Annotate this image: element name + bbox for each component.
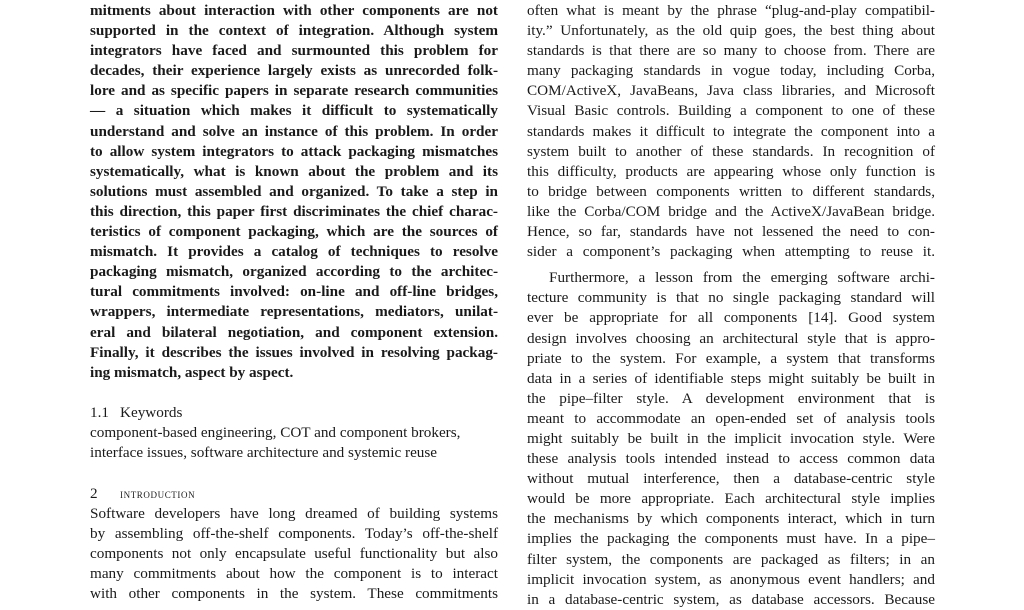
body-line: would be more appropriate. Each architectural style implies (527, 490, 935, 508)
introduction-block (90, 504, 498, 604)
section-title: introduction (120, 485, 196, 501)
keywords-line: component-based engineering, COT and component brokers, (90, 423, 461, 441)
body-line: implies the packaging the components must have. In a pipe– (527, 530, 935, 548)
abstract-line: lore and as specific papers in separate research communities (90, 82, 498, 100)
intro-line: Software developers have long dreamed of building systems (90, 504, 498, 522)
body-line: like the Corba/COM bridge and the ActiveX/JavaBean bridge. (527, 202, 935, 220)
abstract-line: — a situation which makes it difficult to systematically (90, 102, 498, 120)
abstract-line: solutions must assembled and organized. To take a step in (90, 182, 498, 200)
intro-line: components not only encapsulate useful functionality but also (90, 545, 498, 563)
abstract-line-last: ing mismatch, aspect by aspect. (90, 363, 294, 381)
abstract-line: Finally, it describes the issues involved in resolving packag- (90, 343, 498, 361)
abstract-line: wrappers, intermediate representations, mediators, unilat- (90, 303, 498, 321)
abstract-line: packaging mismatch, organized according to the architec- (90, 263, 498, 281)
body-line: the mechanisms by which components interact, which in turn (527, 510, 935, 528)
body-line: Furthermore, a lesson from the emerging software archi- (549, 269, 935, 287)
body-line: to bridge between components written to different standards, (527, 182, 935, 200)
body-line: many packaging standards in vogue today, including Corba, (527, 62, 935, 80)
body-line: standards is that there are so many to choose from. There are (527, 42, 935, 60)
abstract-block (90, 1, 498, 383)
abstract-line: decades, their experience largely exists as unrecorded folk- (90, 62, 498, 80)
keywords-line: interface issues, software architecture and systemic reuse (90, 443, 438, 461)
body-line: data in a series of identifiable steps might suitably be built in (527, 369, 935, 387)
abstract-line: to allow system integrators to attack packaging mismatches (90, 142, 498, 160)
abstract-line: mismatch. It provides a catalog of techniques to resolve (90, 243, 498, 261)
intro-line: by assembling off-the-shelf components. Today’s off-the-shelf (90, 525, 498, 543)
body-line: meant to accommodate an open-ended set of analysis tools (527, 409, 935, 427)
paragraph-packaging-standards (527, 1, 935, 262)
intro-line: many commitments about how the component is to interact (90, 565, 498, 583)
body-line: sider a component’s packaging when attempting to reuse it. (527, 243, 935, 261)
paragraph-architectural-style (527, 268, 935, 610)
abstract-line: systematically, what is known about the problem and its (90, 162, 498, 180)
body-line: the pipe–filter style. A development environment that is (527, 389, 935, 407)
body-line: COM/ActiveX, JavaBeans, Java class libraries, and Microsoft (527, 82, 935, 100)
body-line: implicit invocation system, as anonymous event handlers; and (527, 570, 935, 588)
keywords-block (90, 423, 498, 463)
keywords-heading (90, 403, 498, 423)
abstract-line: tural commitments involved: on-line and off-line bridges, (90, 283, 498, 301)
body-line: Visual Basic controls. Building a component to one of these (527, 102, 935, 120)
body-line: without mutual interference, then a database-centric style (527, 470, 935, 488)
body-line: often what is meant by the phrase “plug-and-play compatibil- (527, 2, 935, 19)
intro-line: with other components in the system. These commitments (90, 585, 498, 603)
right-column (527, 1, 935, 610)
body-line: system built to another of these standards. In recognition of (527, 142, 935, 160)
body-line: tecture community is that no single packaging standard will (527, 289, 935, 307)
abstract-line: this direction, this paper first discriminates the chief charac- (90, 202, 498, 220)
abstract-line: teristics of component packaging, which are the sources of (90, 223, 498, 241)
body-line: ity.” Unfortunately, as the old quip goes, the best thing about (527, 22, 935, 40)
abstract-line: eral and bilateral negotiation, and component extension. (90, 323, 498, 341)
introduction-heading (90, 484, 498, 504)
section-number: 2 (90, 484, 98, 502)
body-line: design involves choosing an architectural style that is appro- (527, 329, 935, 347)
section-number: 1.1 (90, 403, 109, 421)
body-line: standards makes it difficult to integrate the component into a (527, 122, 935, 140)
abstract-line: mitments about interaction with other components are not (90, 2, 498, 19)
section-title: Keywords (120, 403, 183, 421)
body-line: in a database-centric system, as database accessors. Because (527, 590, 935, 608)
left-column (90, 1, 498, 604)
abstract-line: supported in the context of integration. Although system (90, 22, 498, 40)
body-line: might suitably be built in the implicit invocation style. Were (527, 429, 935, 447)
body-line: ever be appropriate for all components [14]. Good system (527, 309, 935, 327)
body-line: priate to the system. For example, a system that transforms (527, 349, 935, 367)
body-line: these analysis tools intended instead to access common data (527, 450, 935, 468)
abstract-line: understand and solve an instance of this problem. In order (90, 122, 498, 140)
body-line: Hence, so far, standards have not lessened the need to con- (527, 223, 935, 241)
abstract-line: integrators have faced and surmounted this problem for (90, 42, 498, 60)
body-line: filter system, the components are packaged as filters; in an (527, 550, 935, 568)
body-line: this difficulty, products are appearing whose only function is (527, 162, 935, 180)
